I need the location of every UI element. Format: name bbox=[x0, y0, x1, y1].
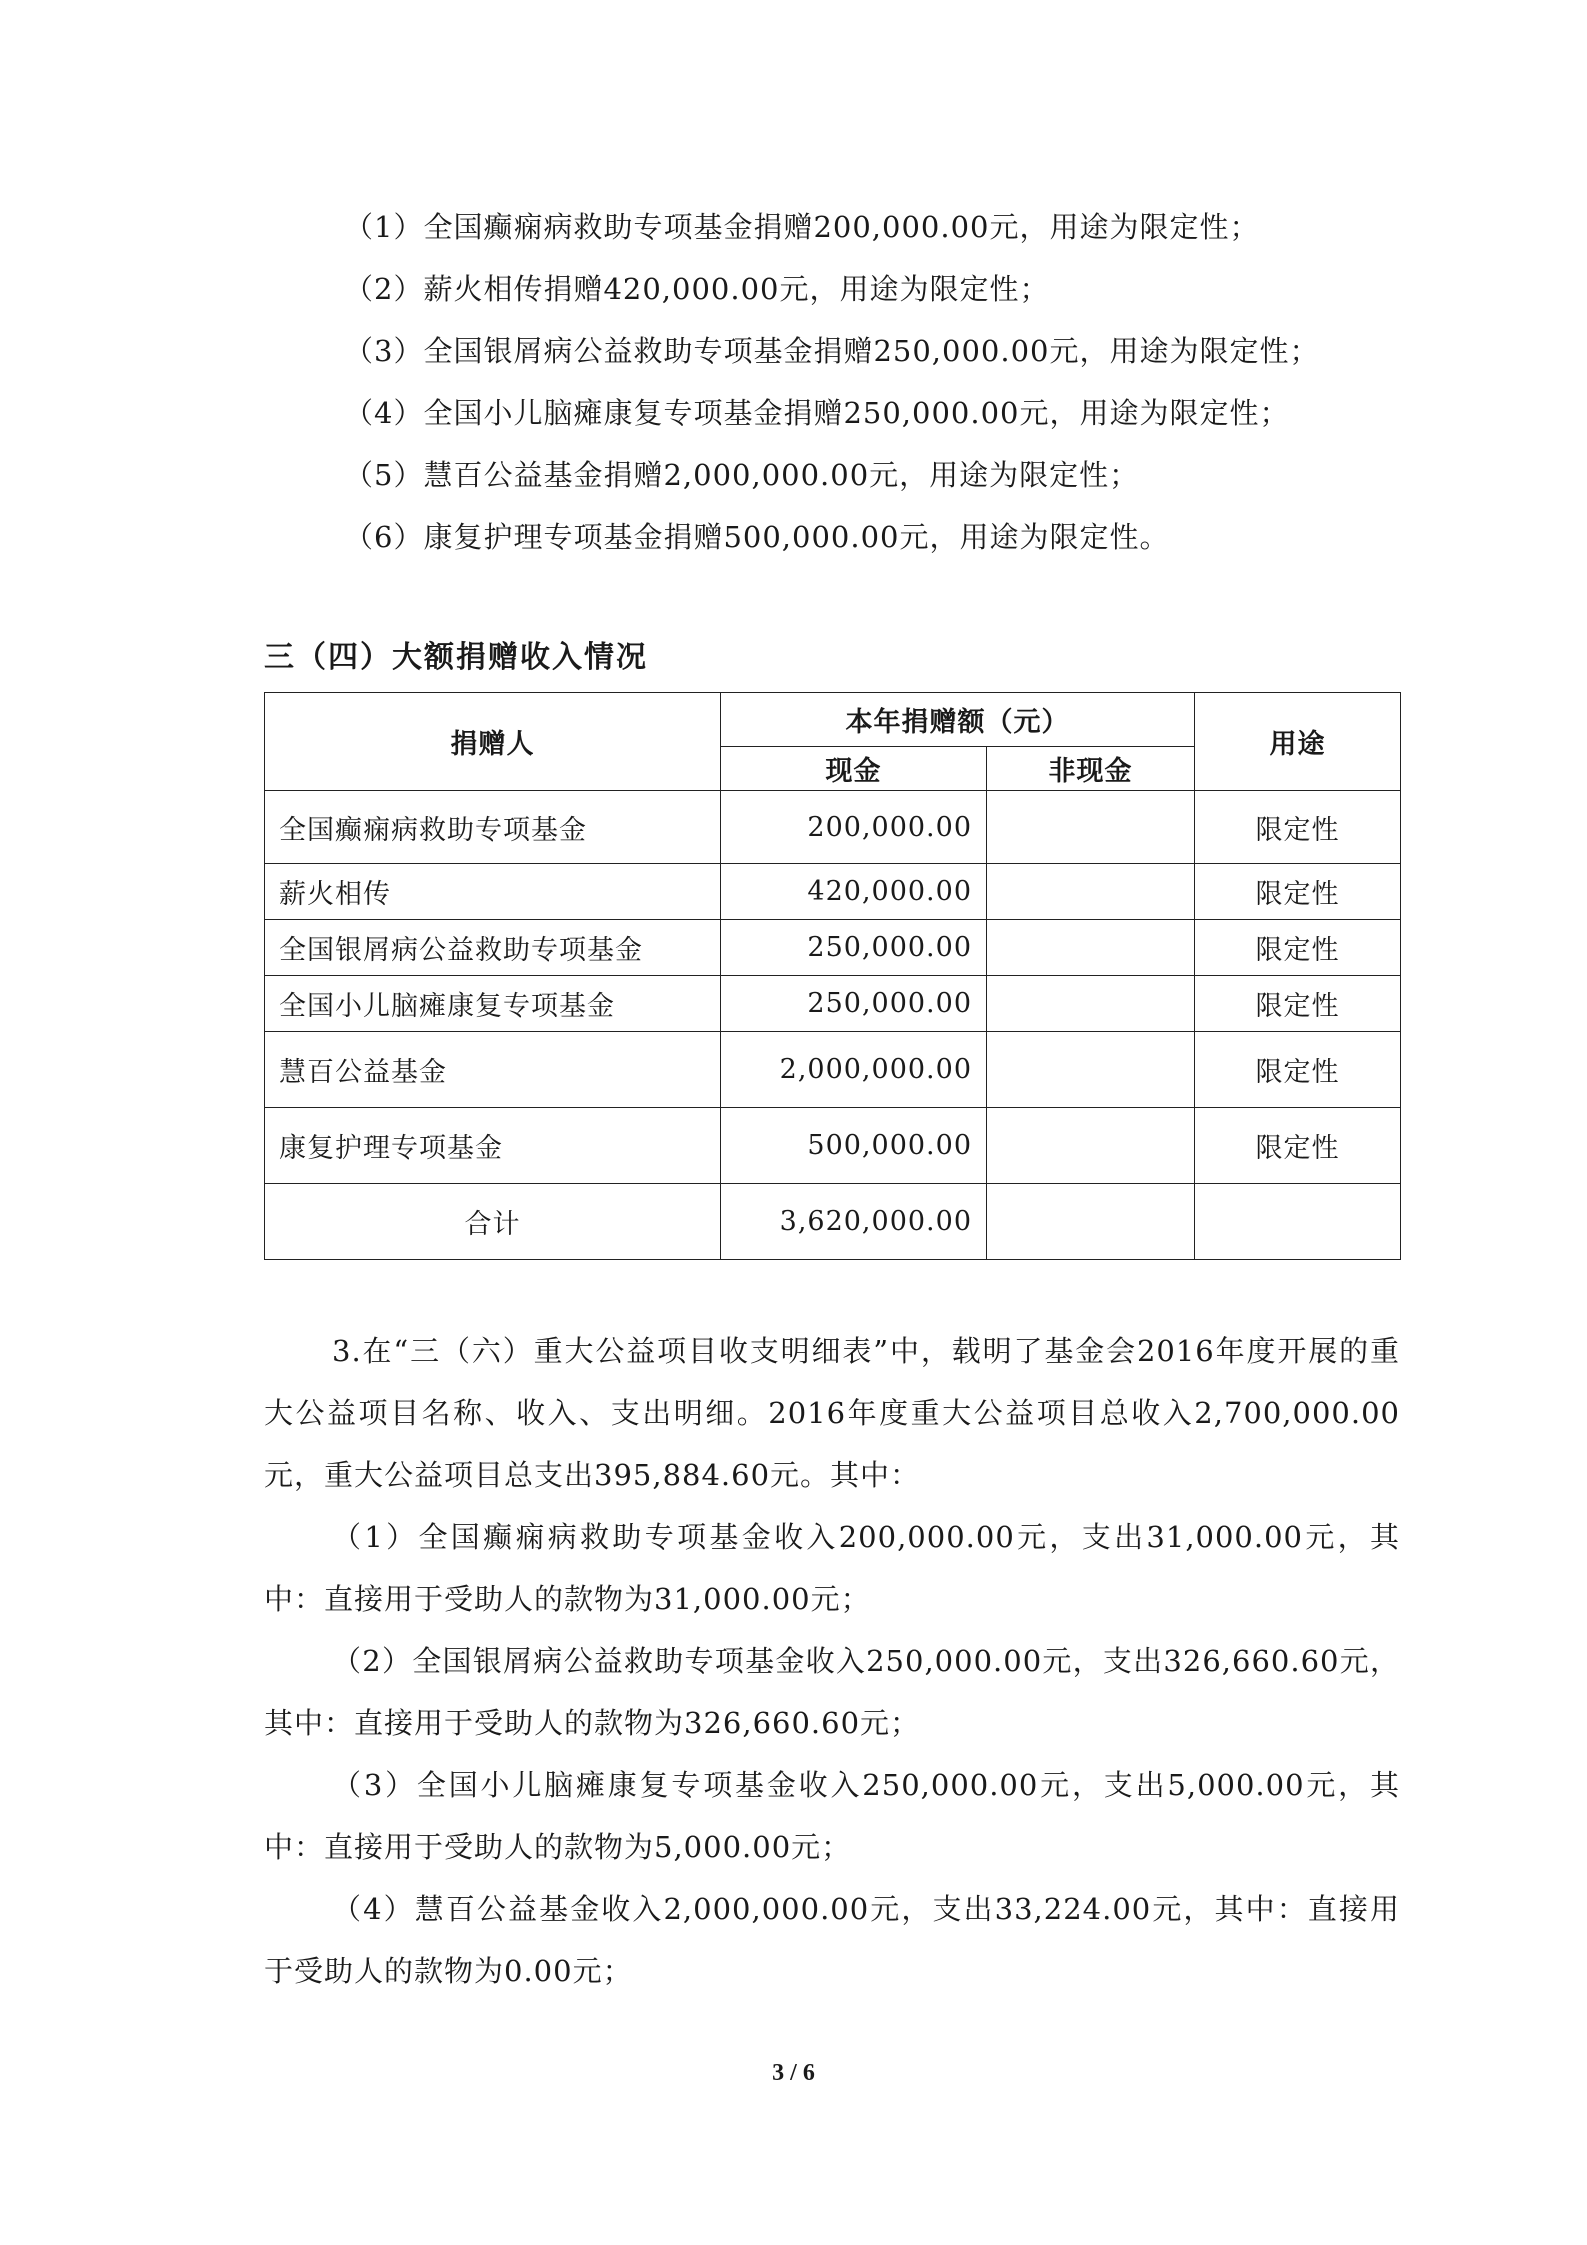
total-purpose bbox=[1195, 1184, 1401, 1260]
table-row bbox=[265, 1032, 1401, 1108]
body-text bbox=[264, 1320, 1400, 2002]
header-amount-group: 本年捐赠额（元） bbox=[721, 693, 1195, 747]
donation-list bbox=[344, 196, 1404, 568]
paragraph: 3.在“三（六）重大公益项目收支明细表”中，载明了基金会2016年度开展的重大公益项目名称、收入、支出明细。2016年度重大公益项目总收入2,700,000.00元，重大公益项目总支出395,884.60元。其中： bbox=[264, 1334, 1400, 1492]
cash-cell: 420,000.00 bbox=[721, 864, 987, 920]
list-item: （6）康复护理专项基金捐赠500,000.00元，用途为限定性。 bbox=[344, 520, 1170, 554]
list-item: （3）全国银屑病公益救助专项基金捐赠250,000.00元，用途为限定性； bbox=[344, 334, 1320, 368]
cash-cell: 500,000.00 bbox=[721, 1108, 987, 1184]
paragraph: （2）全国银屑病公益救助专项基金收入250,000.00元，支出326,660.60元，其中：直接用于受助人的款物为326,660.60元； bbox=[264, 1644, 1400, 1740]
page-number: 3 / 6 bbox=[772, 2060, 815, 2086]
list-item: （2）薪火相传捐赠420,000.00元，用途为限定性； bbox=[344, 272, 1050, 306]
table-row bbox=[265, 864, 1401, 920]
table-row bbox=[265, 976, 1401, 1032]
table-total-row bbox=[265, 1184, 1401, 1260]
noncash-cell bbox=[987, 791, 1195, 864]
purpose-cell: 限定性 bbox=[1195, 920, 1401, 976]
table-row bbox=[265, 791, 1401, 864]
noncash-cell bbox=[987, 1032, 1195, 1108]
table-row bbox=[265, 920, 1401, 976]
header-noncash: 非现金 bbox=[987, 747, 1195, 791]
noncash-cell bbox=[987, 920, 1195, 976]
noncash-cell bbox=[987, 864, 1195, 920]
cash-cell: 250,000.00 bbox=[721, 976, 987, 1032]
paragraph: （4）慧百公益基金收入2,000,000.00元，支出33,224.00元，其中：直接用于受助人的款物为0.00元； bbox=[264, 1892, 1400, 1988]
purpose-cell: 限定性 bbox=[1195, 976, 1401, 1032]
list-item: （1）全国癫痫病救助专项基金捐赠200,000.00元，用途为限定性； bbox=[344, 210, 1260, 244]
noncash-cell bbox=[987, 1108, 1195, 1184]
donor-cell: 薪火相传 bbox=[265, 864, 721, 920]
list-item: （5）慧百公益基金捐赠2,000,000.00元，用途为限定性； bbox=[344, 458, 1140, 492]
donor-cell: 慧百公益基金 bbox=[265, 1032, 721, 1108]
total-cash: 3,620,000.00 bbox=[721, 1184, 987, 1260]
list-item: （4）全国小儿脑瘫康复专项基金捐赠250,000.00元，用途为限定性； bbox=[344, 396, 1290, 430]
donor-cell: 全国小儿脑瘫康复专项基金 bbox=[265, 976, 721, 1032]
table-row bbox=[265, 1108, 1401, 1184]
purpose-cell: 限定性 bbox=[1195, 1032, 1401, 1108]
header-cash: 现金 bbox=[721, 747, 987, 791]
header-donor: 捐赠人 bbox=[265, 693, 721, 791]
noncash-cell bbox=[987, 976, 1195, 1032]
section-title: 三（四）大额捐赠收入情况 bbox=[264, 640, 648, 675]
purpose-cell: 限定性 bbox=[1195, 1108, 1401, 1184]
cash-cell: 2,000,000.00 bbox=[721, 1032, 987, 1108]
paragraph: （1）全国癫痫病救助专项基金收入200,000.00元，支出31,000.00元，其中：直接用于受助人的款物为31,000.00元； bbox=[264, 1520, 1400, 1616]
donor-cell: 康复护理专项基金 bbox=[265, 1108, 721, 1184]
purpose-cell: 限定性 bbox=[1195, 864, 1401, 920]
header-purpose: 用途 bbox=[1195, 693, 1401, 791]
cash-cell: 250,000.00 bbox=[721, 920, 987, 976]
donor-cell: 全国银屑病公益救助专项基金 bbox=[265, 920, 721, 976]
donation-table bbox=[264, 692, 1401, 1260]
purpose-cell: 限定性 bbox=[1195, 791, 1401, 864]
cash-cell: 200,000.00 bbox=[721, 791, 987, 864]
total-noncash bbox=[987, 1184, 1195, 1260]
total-label: 合计 bbox=[265, 1184, 721, 1260]
table-header-row bbox=[265, 693, 1401, 747]
donor-cell: 全国癫痫病救助专项基金 bbox=[265, 791, 721, 864]
paragraph: （3）全国小儿脑瘫康复专项基金收入250,000.00元，支出5,000.00元，其中：直接用于受助人的款物为5,000.00元； bbox=[264, 1768, 1400, 1864]
